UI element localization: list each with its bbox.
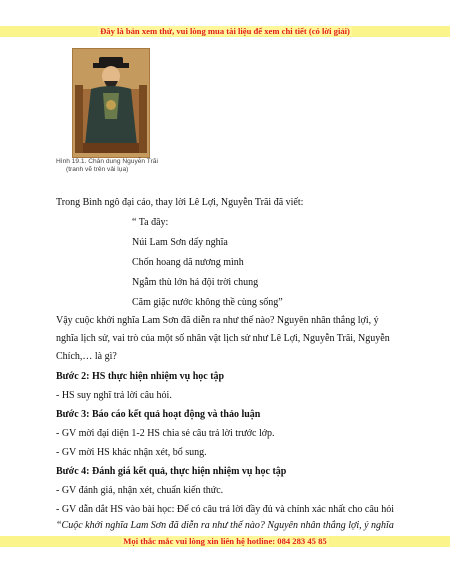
poem-line-4: Ngẫm thù lớn há đội trời chung — [132, 277, 259, 288]
final-line: “Cuộc khởi nghĩa Lam Sơn đã diễn ra như thế nào? Nguyên nhân thắng lợi, ý nghĩa — [56, 520, 394, 531]
step2-heading: Bước 2: HS thực hiện nhiệm vụ học tập — [56, 371, 225, 382]
step4-item-2: - GV dẫn dắt HS vào bài học: Để có câu trả lời đầy đủ và chính xác nhất cho câu hỏi — [56, 504, 395, 515]
poem-line-5: Căm giặc nước không thề cùng sống” — [132, 297, 283, 308]
step3-heading: Bước 3: Báo cáo kết quả hoạt động và thảo luận — [56, 409, 261, 420]
step2-item: - HS suy nghĩ trả lời câu hỏi. — [56, 390, 172, 401]
poem-line-2: Núi Lam Sơn dấy nghĩa — [132, 237, 228, 248]
poem-line-1: “ Ta đây: — [132, 217, 169, 228]
portrait-image — [72, 48, 150, 158]
step4-item-1: - GV đánh giá, nhận xét, chuẩn kiến thức. — [56, 485, 224, 496]
hotline-banner — [0, 536, 450, 547]
portrait-drawing — [73, 49, 149, 157]
preview-banner — [0, 26, 450, 37]
intro-text: Trong Bình ngô đại cáo, thay lời Lê Lợi, Nguyễn Trãi đã viết: — [56, 197, 304, 208]
question-line-1: Vậy cuộc khởi nghĩa Lam Sơn đã diễn ra như thế nào? Nguyên nhân thắng lợi, ý — [56, 315, 379, 326]
poem-line-3: Chốn hoang dã nương mình — [132, 257, 244, 268]
figure-caption-line2: (tranh vẽ trên vải lụa) — [66, 166, 129, 173]
question-line-3: Chích,… là gì? — [56, 351, 117, 362]
hotline-banner-text: Mọi thắc mắc vui lòng xin liên hệ hotline: 084 283 45 85 — [123, 536, 327, 546]
preview-banner-text: Đây là bản xem thử, vui lòng mua tài liệu để xem chi tiết (có lời giải) — [100, 26, 350, 36]
figure-caption-line1: Hình 19.1. Chân dung Nguyễn Trãi — [56, 158, 158, 165]
figure-caption — [56, 158, 186, 174]
step4-heading: Bước 4: Đánh giá kết quả, thực hiện nhiệm vụ học tập — [56, 466, 287, 477]
step3-item-2: - GV mời HS khác nhận xét, bổ sung. — [56, 447, 207, 458]
step3-item-1: - GV mời đại diện 1-2 HS chia sẻ câu trả lời trước lớp. — [56, 428, 275, 439]
question-line-2: nghĩa lịch sử, vai trò của một số nhân vật lịch sử như Lê Lợi, Nguyễn Trãi, Nguyễn — [56, 333, 390, 344]
